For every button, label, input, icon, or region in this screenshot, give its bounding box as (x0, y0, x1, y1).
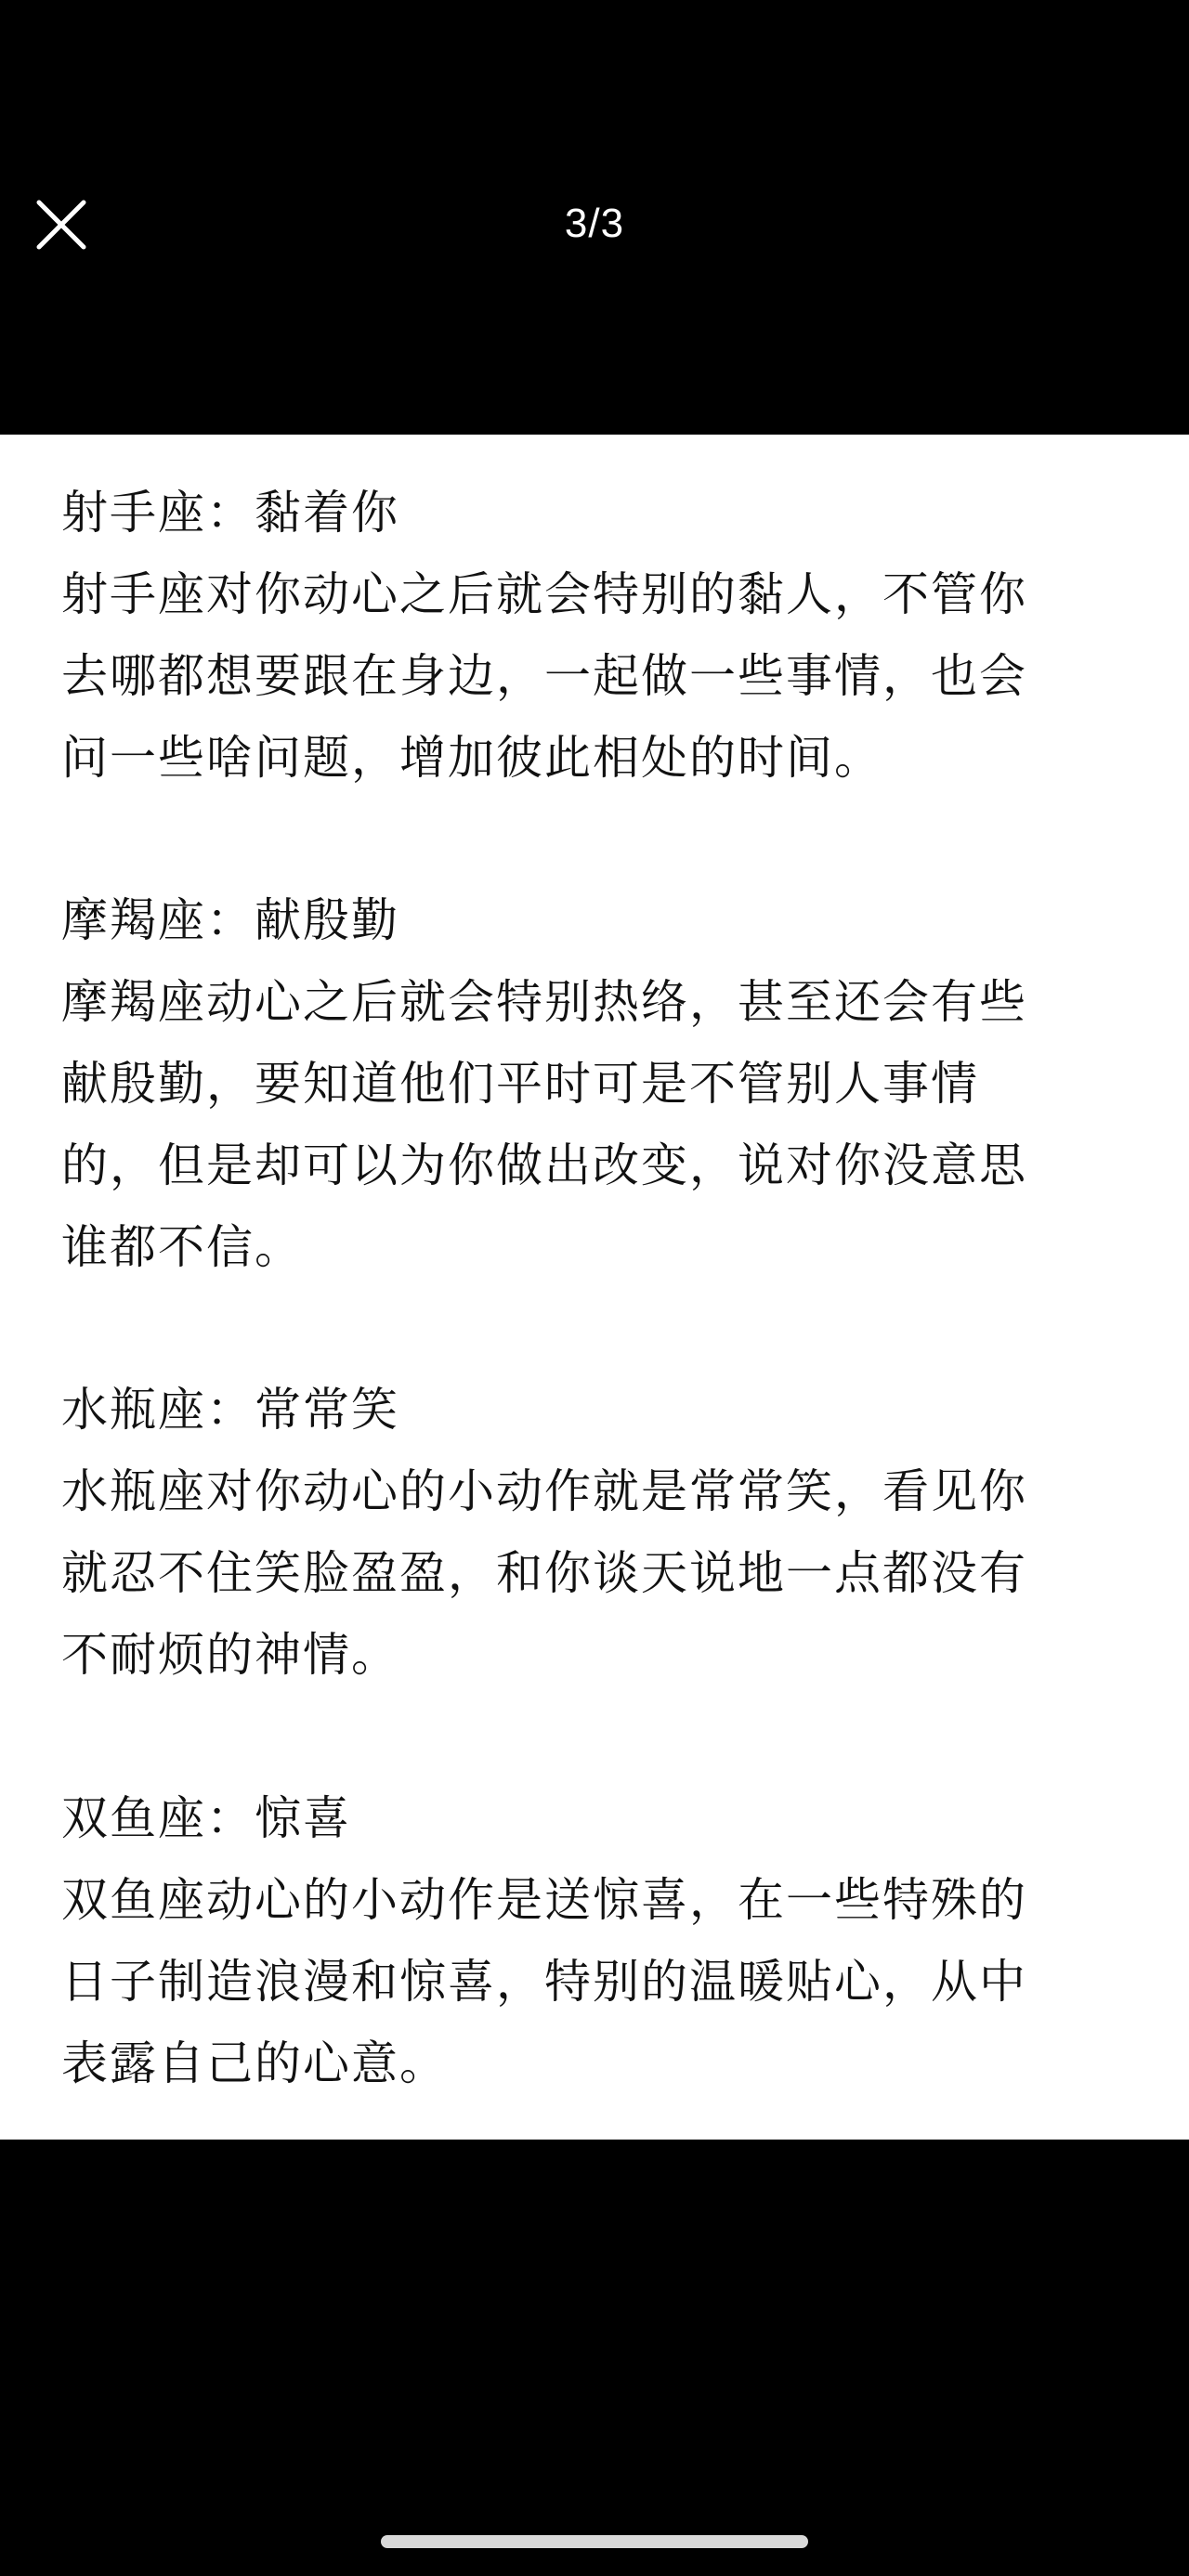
paragraph-line: 谁都不信。 (61, 1220, 303, 1274)
section-heading: 水瓶座：常常笑 (61, 1383, 399, 1437)
paragraph-line: 献殷勤，要知道他们平时可是不管别人事情 (61, 1057, 979, 1111)
page-counter: 3/3 (564, 201, 625, 246)
close-button[interactable] (22, 186, 100, 264)
paragraph-line: 水瓶座对你动心的小动作就是常常笑，看见你 (61, 1464, 1027, 1518)
section-sagittarius (61, 472, 1139, 799)
image-content (0, 435, 1189, 2140)
section-capricorn (61, 879, 1139, 1288)
section-heading: 双鱼座：惊喜 (61, 1791, 351, 1845)
paragraph-line: 摩羯座动心之后就会特别热络，甚至还会有些 (61, 975, 1027, 1029)
section-pisces (61, 1777, 1139, 2104)
paragraph-line: 双鱼座动心的小动作是送惊喜，在一些特殊的 (61, 1873, 1027, 1927)
viewer-bottom-area (0, 2140, 1189, 2576)
section-heading: 摩羯座：献殷勤 (61, 893, 399, 947)
paragraph-line: 的，但是却可以为你做出改变，说对你没意思 (61, 1138, 1027, 1192)
paragraph-line: 去哪都想要跟在身边，一起做一些事情，也会 (61, 649, 1027, 703)
paragraph-line: 问一些啥问题，增加彼此相处的时间。 (61, 731, 882, 785)
section-aquarius (61, 1369, 1139, 1696)
viewer-top-bar (0, 0, 1189, 435)
home-indicator[interactable] (381, 2535, 808, 2548)
paragraph-line: 表露自己的心意。 (61, 2036, 448, 2090)
close-icon[interactable] (22, 186, 100, 264)
section-heading: 射手座：黏着你 (61, 486, 399, 540)
paragraph-line: 射手座对你动心之后就会特别的黏人，不管你 (61, 567, 1027, 621)
paragraph-line: 日子制造浪漫和惊喜，特别的温暖贴心，从中 (61, 1955, 1027, 2009)
paragraph-line: 就忍不住笑脸盈盈，和你谈天说地一点都没有 (61, 1546, 1027, 1600)
paragraph-line: 不耐烦的神情。 (61, 1628, 399, 1682)
